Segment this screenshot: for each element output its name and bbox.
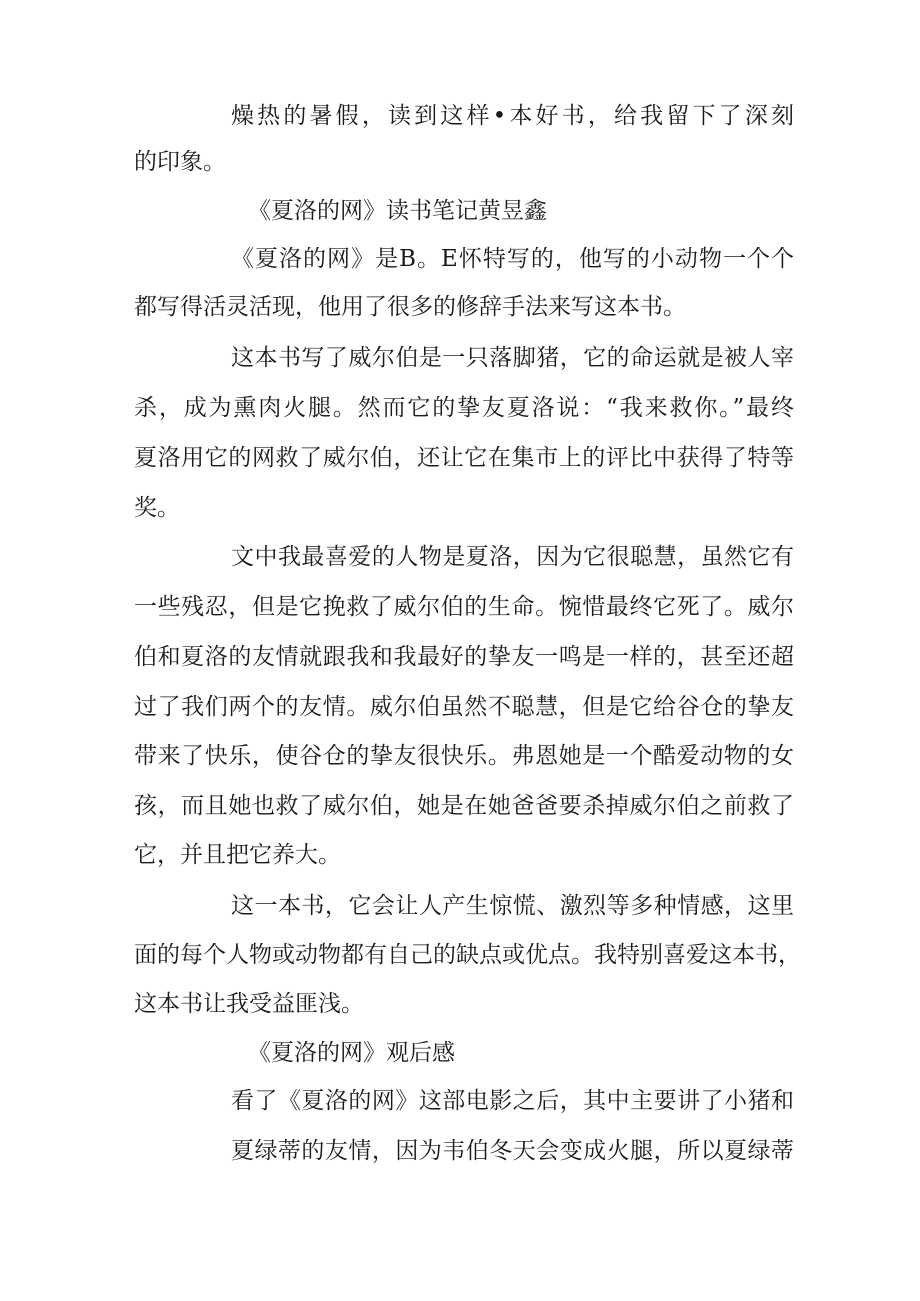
paragraph-line: 这本书写了威尔伯是一只落脚猪，它的命运就是被人宰 [231, 345, 794, 371]
section-heading: 《夏洛的网》读书笔记黄昱鑫 [248, 198, 547, 224]
paragraph-line: 夏绿蒂的友情，因为韦伯冬天会变成火腿，所以夏绿蒂 [231, 1138, 794, 1164]
paragraph-line: 它，并且把它养大。 [134, 842, 341, 868]
paragraph-line: 夏洛用它的网救了威尔伯，还让它在集市上的评比中获得了特等 [134, 445, 794, 471]
paragraph-line: 文中我最喜爱的人物是夏洛，因为它很聪慧，虽然它有 [231, 544, 794, 570]
paragraph-line: 这一本书，它会让人产生惊慌、激烈等多种情感，这里 [231, 893, 794, 919]
section-heading: 《夏洛的网》观后感 [248, 1040, 455, 1066]
paragraph-line: 过了我们两个的友情。威尔伯虽然不聪慧，但是它给谷仓的挚友 [134, 694, 794, 720]
paragraph-line: 带来了快乐，使谷仓的挚友很快乐。弗恩她是一个酷爱动物的女 [134, 743, 794, 769]
paragraph-line: 这本书让我受益匪浅。 [134, 991, 364, 1017]
paragraph-line: 燥热的暑假，读到这样•本好书，给我留下了深刻 [231, 103, 794, 129]
paragraph-line: 杀，成为熏肉火腿。然而它的挚友夏洛说：“我来救你。”最终 [134, 395, 794, 421]
paragraph-line: 面的每个人物或动物都有自己的缺点或优点。我特别喜爱这本书， [134, 942, 801, 968]
paragraph-line: 的印象。 [134, 149, 226, 175]
paragraph-line: 一些残忍，但是它挽救了威尔伯的生命。惋惜最终它死了。威尔 [134, 594, 794, 620]
paragraph-line: 孩，而且她也救了威尔伯，她是在她爸爸要杀掉威尔伯之前救了 [134, 793, 794, 819]
paragraph-line: 《夏洛的网》是B。E怀特写的，他写的小动物一个个 [231, 246, 794, 272]
paragraph-line: 奖。 [134, 495, 180, 521]
paragraph-line: 伯和夏洛的友情就跟我和我最好的挚友一鸣是一样的，甚至还超 [134, 644, 794, 670]
paragraph-line: 都写得活灵活现，他用了很多的修辞手法来写这本书。 [134, 294, 686, 320]
paragraph-line: 看了《夏洛的网》这部电影之后，其中主要讲了小猪和 [231, 1088, 794, 1114]
